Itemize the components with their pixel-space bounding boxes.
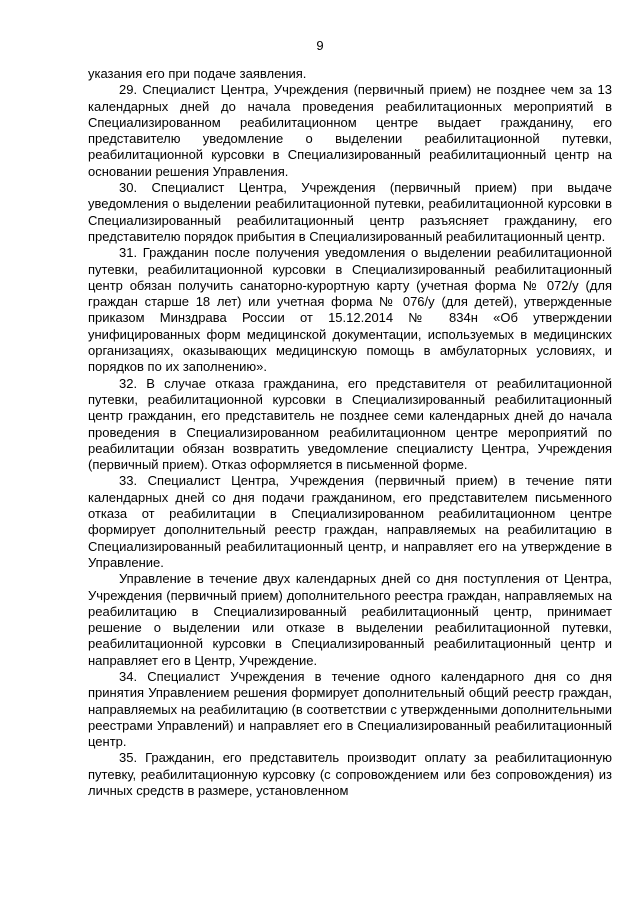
paragraph-35: 35. Гражданин, его представитель производит оплату за реабилитационную путевку, реабилитационную курсовку (с сопровождением или без сопровождения) из личных средств в размере, установленном	[88, 750, 612, 799]
paragraph-33-continued: Управление в течение двух календарных дней со дня поступления от Центра, Учреждения (первичный прием) дополнительного реестра граждан, направляемых на реабилитацию в Специализированный реабилитационный центр, принимает решение о выделении или отказе в выделении реабилитационной путевки, реабилитационной курсовки в Специализированный реабилитационный центр и направляет его в Центр, Учреждение.	[88, 571, 612, 668]
document-body	[88, 66, 612, 799]
paragraph-31: 31. Гражданин после получения уведомления о выделении реабилитационной путевки, реабилитационной курсовки в Специализированный реабилитационный центр обязан получить санаторно-курортную карту (учетная форма № 072/у (для граждан старше 18 лет) или учетная форма № 076/у (для детей), утвержденные приказом Минздрава России от 15.12.2014 № 834н «Об утверждении унифицированных форм медицинской документации, используемых в медицинских организациях, оказывающих медицинскую помощь в амбулаторных условиях, и порядков по их заполнению».	[88, 245, 612, 375]
paragraph-32: 32. В случае отказа гражданина, его представителя от реабилитационной путевки, реабилитационной курсовки в Специализированный реабилитационный центр гражданин, его представитель не позднее семи календарных дней до начала проведения в Специализированном реабилитационном центре мероприятий по реабилитации обязан возвратить уведомление специалисту Центра, Учреждения (первичный прием). Отказ оформляется в письменной форме.	[88, 375, 612, 473]
paragraph-30: 30. Специалист Центра, Учреждения (первичный прием) при выдаче уведомления о выделении реабилитационной путевки, реабилитационной курсовки в Специализированный реабилитационный центр разъясняет гражданину, его представителю порядок прибытия в Специализированный реабилитационный центр.	[88, 180, 612, 244]
paragraph-34: 34. Специалист Учреждения в течение одного календарного дня со дня принятия Управлением решения формирует дополнительный общий реестр граждан, направляемых на реабилитацию (в соответствии с утвержденными дополнительными реестрами Управлений) и направляет его в Специализированный реабилитационный центр.	[88, 668, 612, 750]
paragraph-29: 29. Специалист Центра, Учреждения (первичный прием) не позднее чем за 13 календарных дней до начала проведения реабилитационных мероприятий в Специализированном реабилитационном центре выдает гражданину, его представителю уведомление о выделении реабилитационной путевки, реабилитационной курсовки в Специализированный реабилитационный центр на основании решения Управления.	[88, 82, 612, 179]
paragraph-33: 33. Специалист Центра, Учреждения (первичный прием) в течение пяти календарных дней со дня подачи гражданином, его представителем письменного отказа от реабилитации в Специализированном реабилитационном центре формирует дополнительный реестр граждан, направляемых на реабилитацию в Специализированный реабилитационный центр, и направляет его на утверждение в Управление.	[88, 473, 612, 570]
page-number: 9	[316, 38, 324, 53]
paragraph-continuation: указания его при подаче заявления.	[88, 66, 307, 81]
